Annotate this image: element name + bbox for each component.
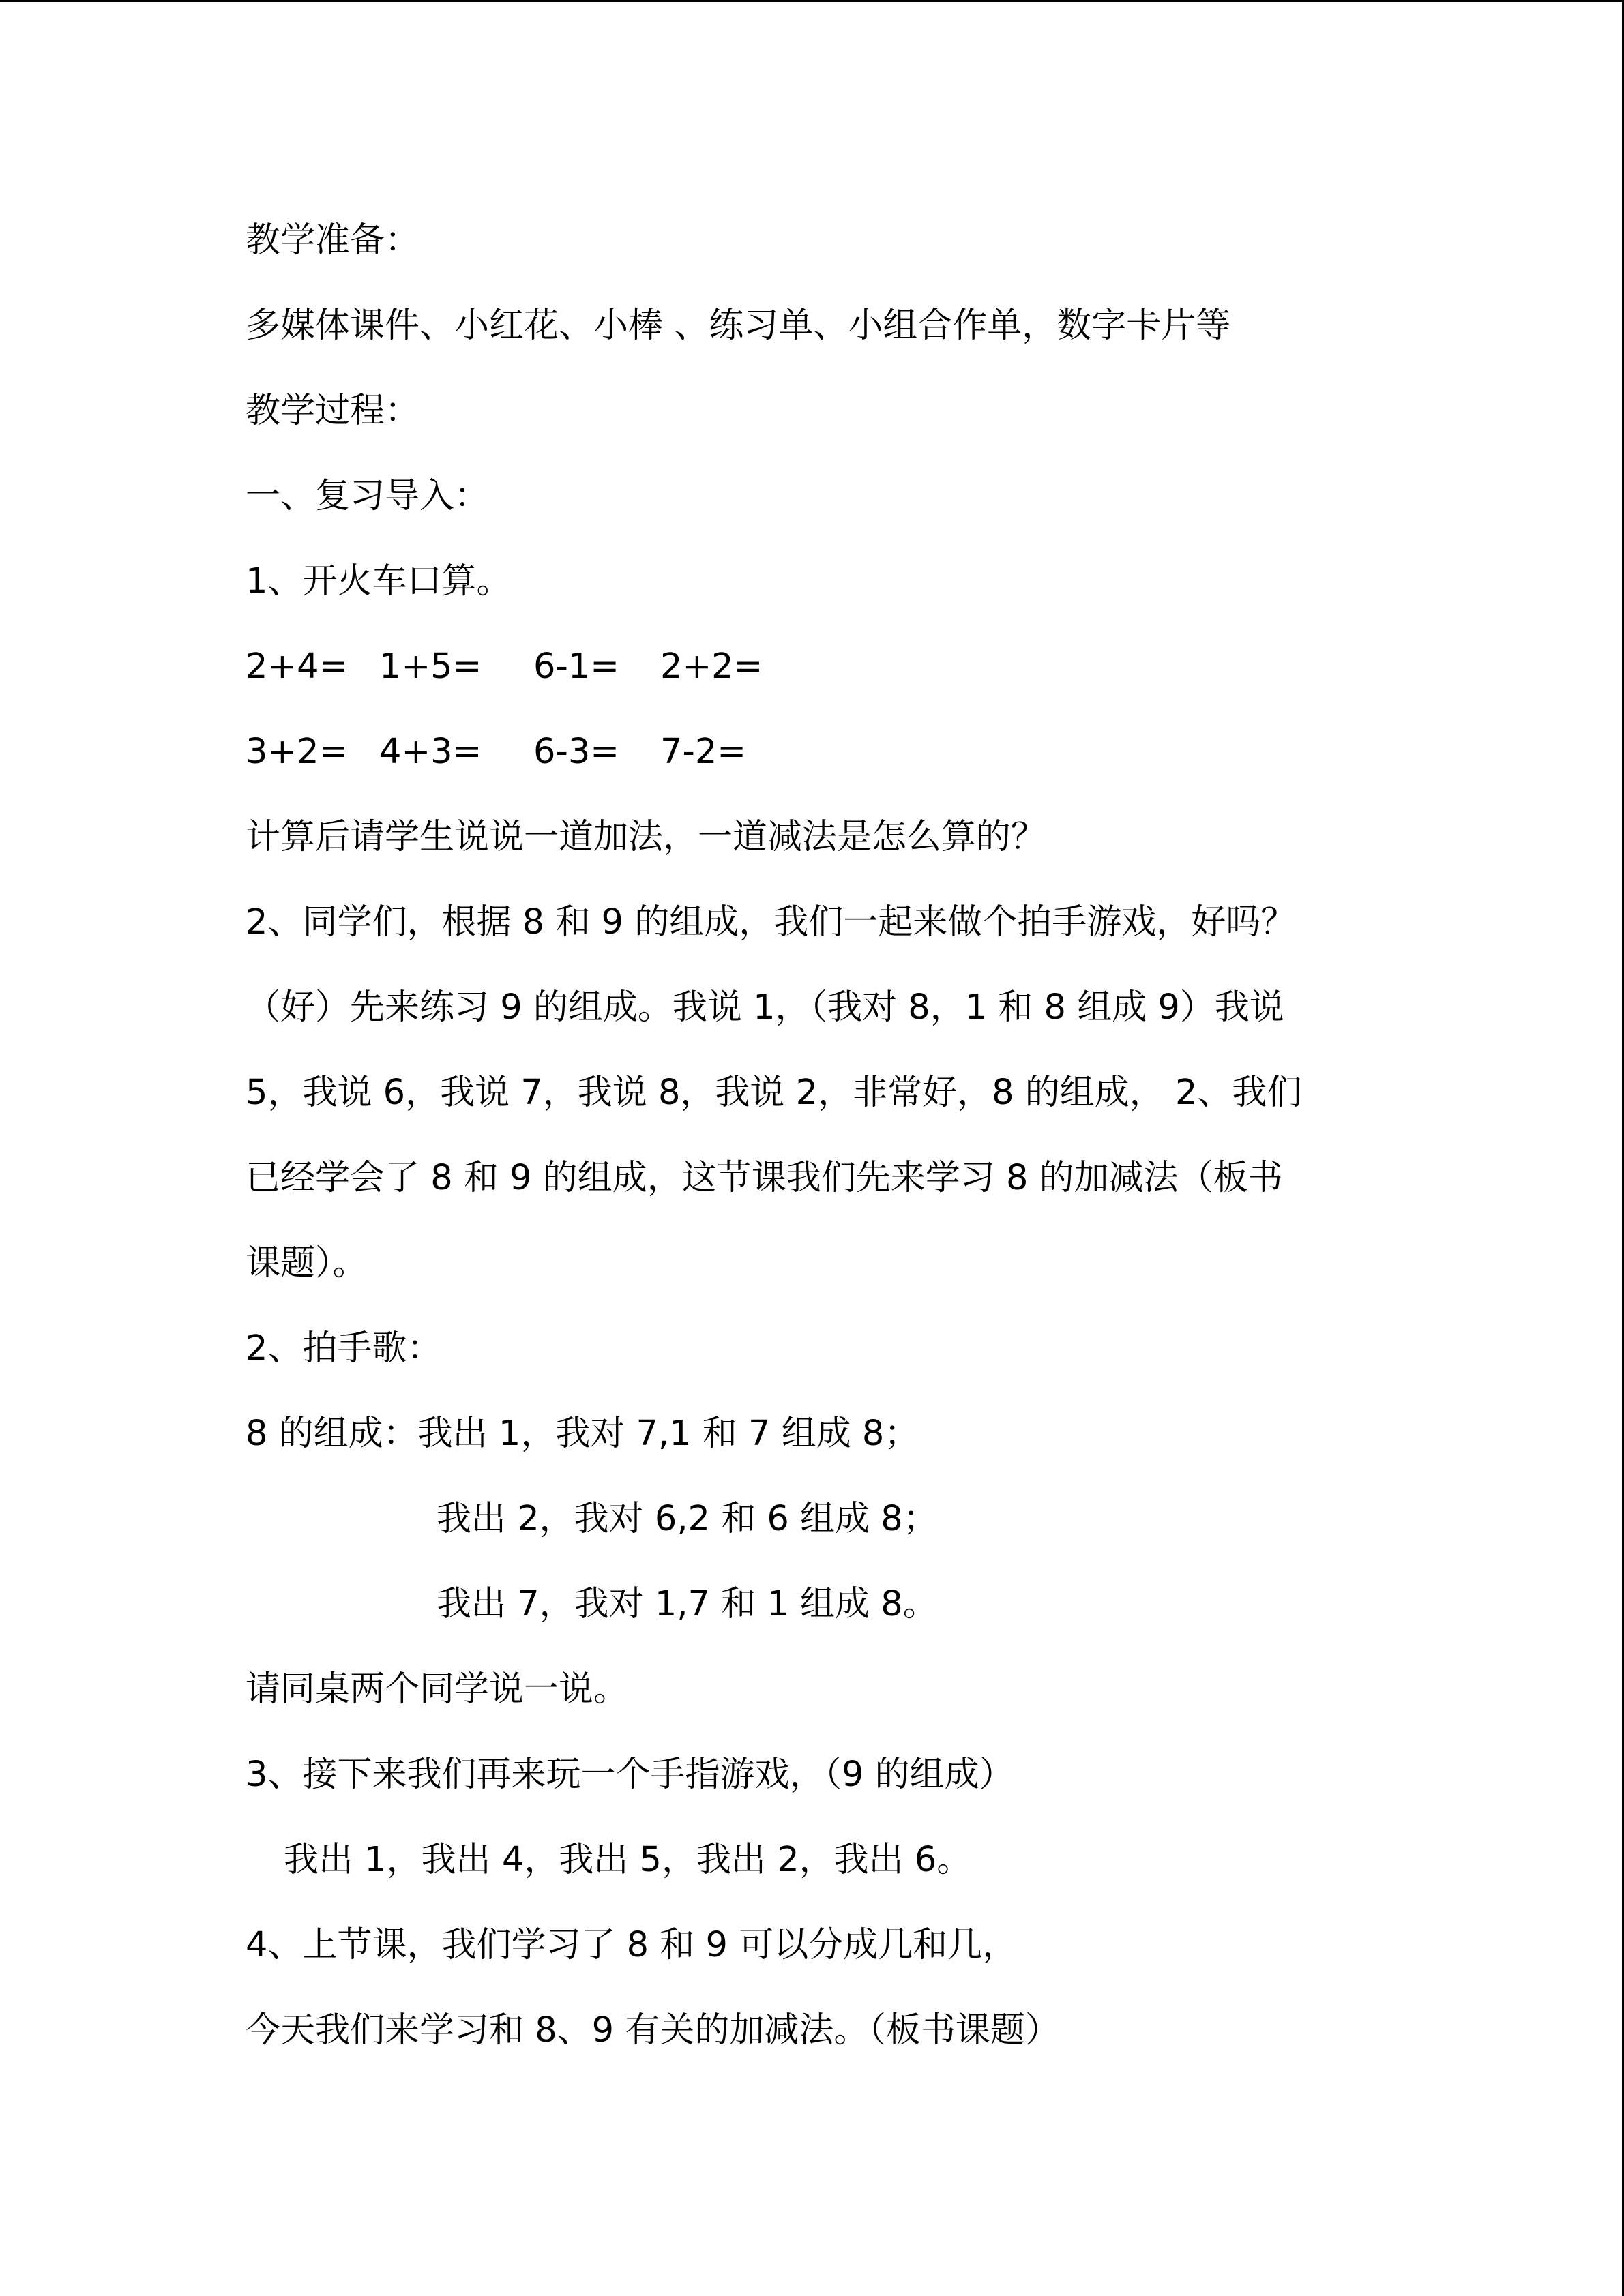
paragraph-2-line: 课题）。 (246, 1243, 368, 1283)
document-body (246, 198, 1419, 2073)
paragraph-2-line: 已经学会了 8 和 9 的组成，这节课我们先来学习 8 的加减法（板书 (246, 1158, 1283, 1198)
equation-row-2 (246, 709, 1419, 794)
clap-song-title: 2、拍手歌： (246, 1328, 442, 1369)
item1-train-calc: 1、开火车口算。 (246, 561, 512, 601)
equation: 2+2= (660, 646, 763, 687)
section1-title: 一、复习导入： (246, 476, 490, 516)
equation: 2+4= (246, 646, 349, 687)
clap-line: 我出 2，我对 6,2 和 6 组成 8； (437, 1499, 938, 1539)
finger-game-title: 3、接下来我们再来玩一个手指游戏，（9 的组成） (246, 1755, 1014, 1795)
equation: 7-2= (660, 732, 747, 772)
equation: 6-3= (533, 732, 620, 772)
paragraph-2-line: 5，我说 6，我说 7，我说 8，我说 2，非常好，8 的组成， 2、我们 (246, 1073, 1302, 1113)
after-calc-question: 计算后请学生说说一道加法，一道减法是怎么算的？ (246, 817, 1046, 857)
prep-items: 多媒体课件、小红花、小棒 、练习单、小组合作单，数字卡片等 (246, 305, 1231, 346)
equation: 4+3= (379, 732, 482, 772)
desk-pair-instruction: 请同桌两个同学说一说。 (246, 1669, 629, 1710)
clap-line: 8 的组成：我出 1，我对 7,1 和 7 组成 8； (246, 1414, 919, 1454)
paragraph-4-line: 4、上节课，我们学习了 8 和 9 可以分成几和几， (246, 1925, 1018, 1965)
equation: 1+5= (379, 646, 482, 687)
prep-title: 教学准备： (246, 220, 420, 260)
page-top-border (0, 0, 1624, 2)
paragraph-2-line: 2、同学们，根据 8 和 9 的组成，我们一起来做个拍手游戏，好吗？ (246, 902, 1296, 942)
paragraph-4-line: 今天我们来学习和 8、9 有关的加减法。（板书课题） (246, 2010, 1060, 2051)
equation-row-1 (246, 624, 1419, 709)
clap-line: 我出 7，我对 1,7 和 1 组成 8。 (437, 1584, 938, 1624)
process-title: 教学过程： (246, 391, 420, 431)
paragraph-2-line: （好）先来练习 9 的组成。我说 1，（我对 8，1 和 8 组成 9）我说 (246, 987, 1284, 1028)
finger-game-line: 我出 1，我出 4，我出 5，我出 2，我出 6。 (284, 1840, 972, 1880)
equation: 6-1= (533, 646, 620, 687)
equation: 3+2= (246, 732, 349, 772)
